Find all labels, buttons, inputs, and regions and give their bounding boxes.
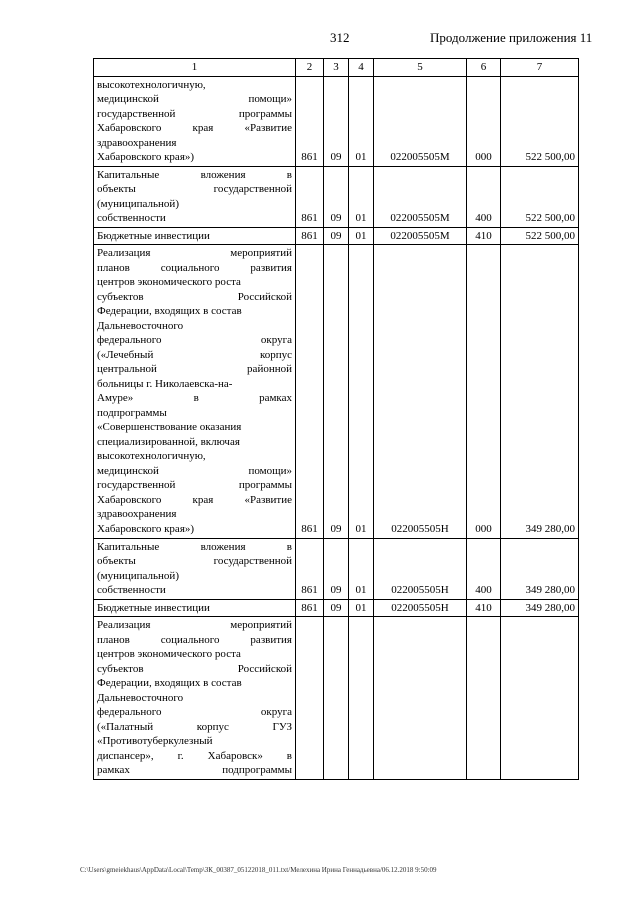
row-name-line: федерального округа [97, 334, 292, 347]
row-expense-type: 000 [467, 245, 501, 538]
row-section [324, 617, 349, 780]
row-name-line: высокотехнологичную, [97, 78, 206, 91]
row-name-line: «Совершенствование оказания [97, 421, 242, 434]
row-name-line: диспансер», г. Хабаровск» в [97, 749, 292, 762]
row-target-code: 022005505М [374, 76, 467, 166]
row-section: 09 [324, 76, 349, 166]
row-name-line: Бюджетные инвестиции [97, 601, 210, 614]
column-number-5: 5 [374, 59, 467, 77]
row-expense-type [467, 617, 501, 780]
row-name-line: «Противотуберкулезный [97, 735, 213, 748]
row-name-cell [94, 245, 296, 538]
row-amount: 522 500,00 [501, 76, 579, 166]
table-header-row [94, 59, 579, 77]
row-name-cell [94, 227, 296, 245]
row-target-code: 022005505Н [374, 538, 467, 599]
row-expense-type: 000 [467, 76, 501, 166]
row-name-line: планов социального развития [97, 261, 292, 274]
row-name-line: Дальневосточного [97, 691, 184, 704]
row-amount: 349 280,00 [501, 538, 579, 599]
page-header [0, 30, 640, 50]
row-name-line: Реализация мероприятий [97, 247, 292, 260]
row-name-line: специализированной, включая [97, 435, 240, 448]
row-name-line: («Палатный корпус ГУЗ [97, 720, 292, 733]
column-number-2: 2 [296, 59, 324, 77]
row-subsection: 01 [349, 599, 374, 617]
row-name-line: государственной программы [97, 107, 292, 120]
page-number: 312 [330, 30, 350, 45]
table-row [94, 599, 579, 617]
table-row [94, 227, 579, 245]
table-row [94, 245, 579, 538]
row-name-line: Федерации, входящих в состав [97, 305, 242, 318]
table-row [94, 538, 579, 599]
row-name-line: Бюджетные инвестиции [97, 229, 210, 242]
row-amount: 349 280,00 [501, 599, 579, 617]
row-name-line: Федерации, входящих в состав [97, 677, 242, 690]
row-name-line: объекты государственной [97, 555, 292, 568]
row-expense-type: 400 [467, 166, 501, 227]
row-name-line: (муниципальной) [97, 197, 179, 210]
row-subsection: 01 [349, 166, 374, 227]
row-section: 09 [324, 538, 349, 599]
row-name-line: здравоохранения [97, 136, 177, 149]
row-subsection: 01 [349, 245, 374, 538]
row-name-line: Дальневосточного [97, 319, 184, 332]
row-subsection [349, 617, 374, 780]
row-subsection: 01 [349, 538, 374, 599]
row-target-code: 022005505М [374, 227, 467, 245]
row-name-line: Хабаровского края») [97, 522, 195, 535]
row-amount: 522 500,00 [501, 166, 579, 227]
row-target-code: 022005505Н [374, 245, 467, 538]
row-name-line: собственности [97, 212, 166, 225]
column-number-4: 4 [349, 59, 374, 77]
row-chapter: 861 [296, 599, 324, 617]
row-name-line: Хабаровского края «Развитие [97, 493, 292, 506]
row-name-line: медицинской помощи» [97, 93, 292, 106]
column-number-7: 7 [501, 59, 579, 77]
row-name-line: Капитальные вложения в [97, 168, 292, 181]
row-name-line: Хабаровского края») [97, 151, 195, 164]
row-chapter: 861 [296, 76, 324, 166]
table-row [94, 76, 579, 166]
row-name-line: медицинской помощи» [97, 464, 292, 477]
row-name-line: субъектов Российской [97, 290, 292, 303]
row-name-line: собственности [97, 584, 166, 597]
row-name-cell [94, 538, 296, 599]
row-name-cell [94, 76, 296, 166]
row-name-line: Хабаровского края «Развитие [97, 122, 292, 135]
table-row [94, 166, 579, 227]
footer-path: C:\Users\gmeiekhaus\AppData\Local\Temp\ЗК_00387_05122018_011.txt/Мелехина Ирина Геннадьевна/06.12.2018 9:50:09 [80, 866, 437, 874]
row-name-line: центров экономического роста [97, 276, 241, 289]
row-chapter: 861 [296, 245, 324, 538]
row-target-code [374, 617, 467, 780]
row-name-line: федерального округа [97, 706, 292, 719]
row-name-line: Капитальные вложения в [97, 540, 292, 553]
row-name-line: государственной программы [97, 479, 292, 492]
row-name-line: больницы г. Николаевска-на- [97, 377, 233, 390]
row-name-cell [94, 617, 296, 780]
row-name-line: высокотехнологичную, [97, 450, 206, 463]
row-name-line: субъектов Российской [97, 662, 292, 675]
row-target-code: 022005505Н [374, 599, 467, 617]
row-name-line: подпрограммы [97, 406, 167, 419]
row-amount: 349 280,00 [501, 245, 579, 538]
column-number-6: 6 [467, 59, 501, 77]
row-name-line: («Лечебный корпус [97, 348, 292, 361]
row-name-line: Реализация мероприятий [97, 619, 292, 632]
continuation-label: Продолжение приложения 11 [430, 30, 593, 45]
row-subsection: 01 [349, 227, 374, 245]
budget-table [93, 58, 579, 780]
row-name-line: (муниципальной) [97, 569, 179, 582]
row-name-line: центров экономического роста [97, 648, 241, 661]
row-chapter: 861 [296, 538, 324, 599]
row-subsection: 01 [349, 76, 374, 166]
row-amount [501, 617, 579, 780]
row-name-line: центральной районной [97, 363, 292, 376]
column-number-3: 3 [324, 59, 349, 77]
row-expense-type: 410 [467, 227, 501, 245]
row-expense-type: 410 [467, 599, 501, 617]
column-number-1: 1 [94, 59, 296, 77]
row-expense-type: 400 [467, 538, 501, 599]
row-amount: 522 500,00 [501, 227, 579, 245]
row-name-cell [94, 166, 296, 227]
row-name-line: планов социального развития [97, 633, 292, 646]
row-chapter [296, 617, 324, 780]
table-row [94, 617, 579, 780]
row-section: 09 [324, 227, 349, 245]
row-section: 09 [324, 599, 349, 617]
row-chapter: 861 [296, 227, 324, 245]
row-name-line: Амуре» в рамках [97, 392, 292, 405]
row-section: 09 [324, 166, 349, 227]
row-name-line: объекты государственной [97, 183, 292, 196]
row-name-line: рамках подпрограммы [97, 764, 292, 777]
row-target-code: 022005505М [374, 166, 467, 227]
row-name-cell [94, 599, 296, 617]
row-section: 09 [324, 245, 349, 538]
row-chapter: 861 [296, 166, 324, 227]
row-name-line: здравоохранения [97, 508, 177, 521]
